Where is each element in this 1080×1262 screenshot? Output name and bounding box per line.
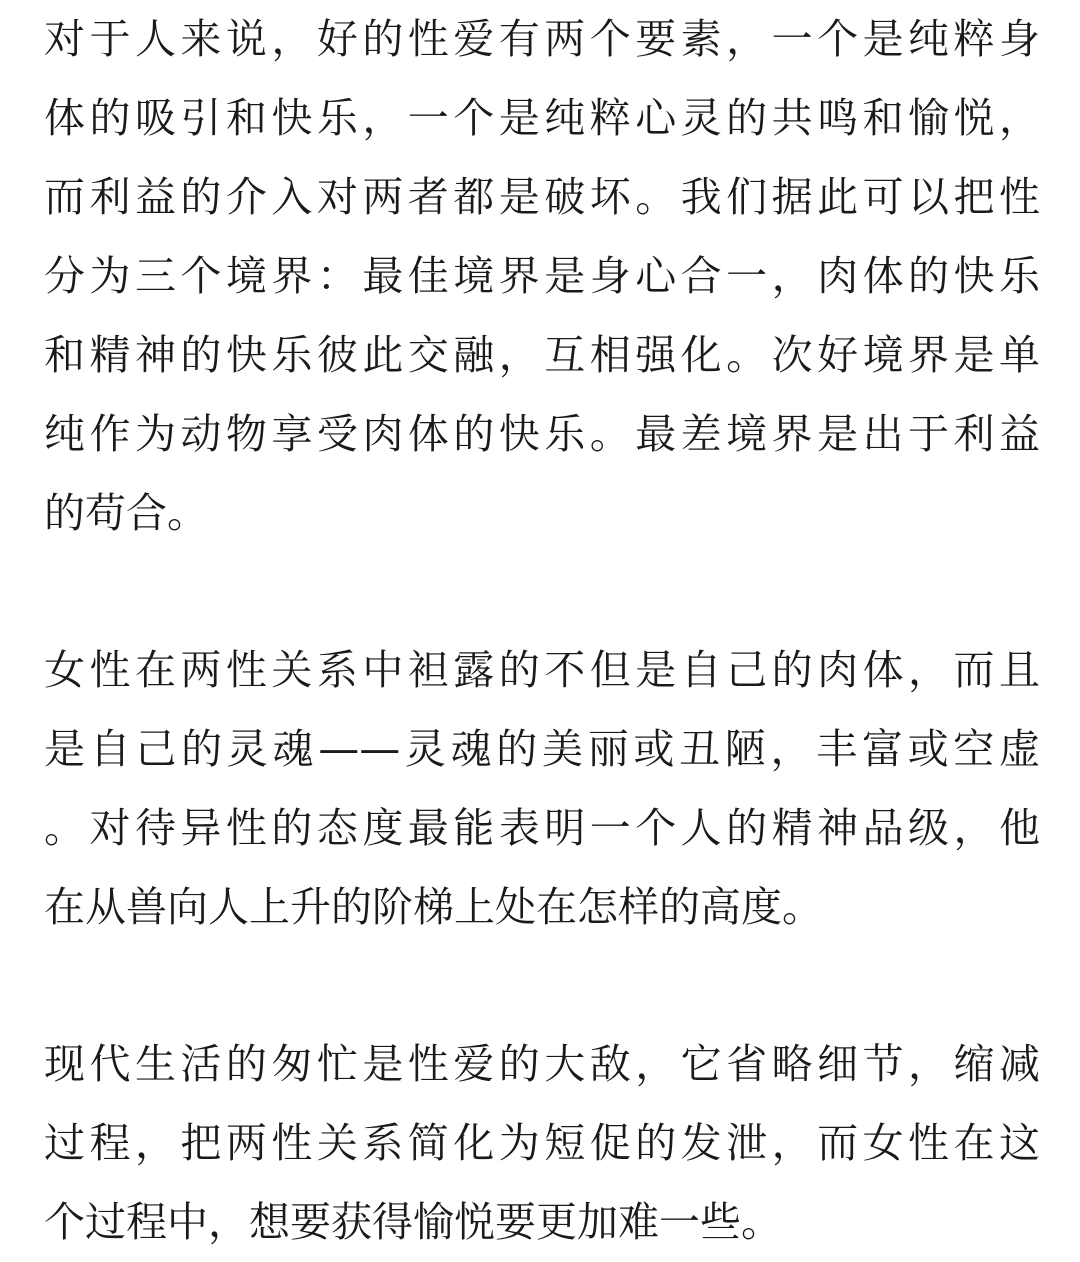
- text-line: 分为三个境界：最佳境界是身心合一，肉体的快乐: [44, 252, 1040, 300]
- text-line: 体的吸引和快乐，一个是纯粹心灵的共鸣和愉悦，: [44, 94, 1040, 142]
- text-line: 个过程中，想要获得愉悦要更加难一些。: [44, 1198, 782, 1246]
- text-line: 在从兽向人上升的阶梯上处在怎样的高度。: [44, 883, 823, 931]
- text-line: 对于人来说，好的性爱有两个要素，一个是纯粹身: [44, 15, 1040, 63]
- paragraph: [44, 1025, 1040, 1262]
- text-line: 是自己的灵魂——灵魂的美丽或丑陋，丰富或空虚: [44, 725, 1040, 773]
- text-line: 现代生活的匆忙是性爱的大敌，它省略细节，缩减: [44, 1040, 1040, 1088]
- text-line: 过程，把两性关系简化为短促的发泄，而女性在这: [44, 1119, 1040, 1167]
- paragraph-spacer: [44, 947, 1040, 1025]
- text-line: 纯作为动物享受肉体的快乐。最差境界是出于利益: [44, 410, 1040, 458]
- text-line: 和精神的快乐彼此交融，互相强化。次好境界是单: [44, 331, 1040, 379]
- paragraph-spacer: [44, 553, 1040, 631]
- text-line: 女性在两性关系中袒露的不但是自己的肉体，而且: [44, 646, 1040, 694]
- paragraph: [44, 0, 1040, 553]
- text-line: 的苟合。: [44, 489, 208, 537]
- article-body: [44, 0, 1040, 1262]
- paragraph: [44, 631, 1040, 947]
- text-line: 而利益的介入对两者都是破坏。我们据此可以把性: [44, 173, 1040, 221]
- text-line: 。对待异性的态度最能表明一个人的精神品级，他: [44, 804, 1040, 852]
